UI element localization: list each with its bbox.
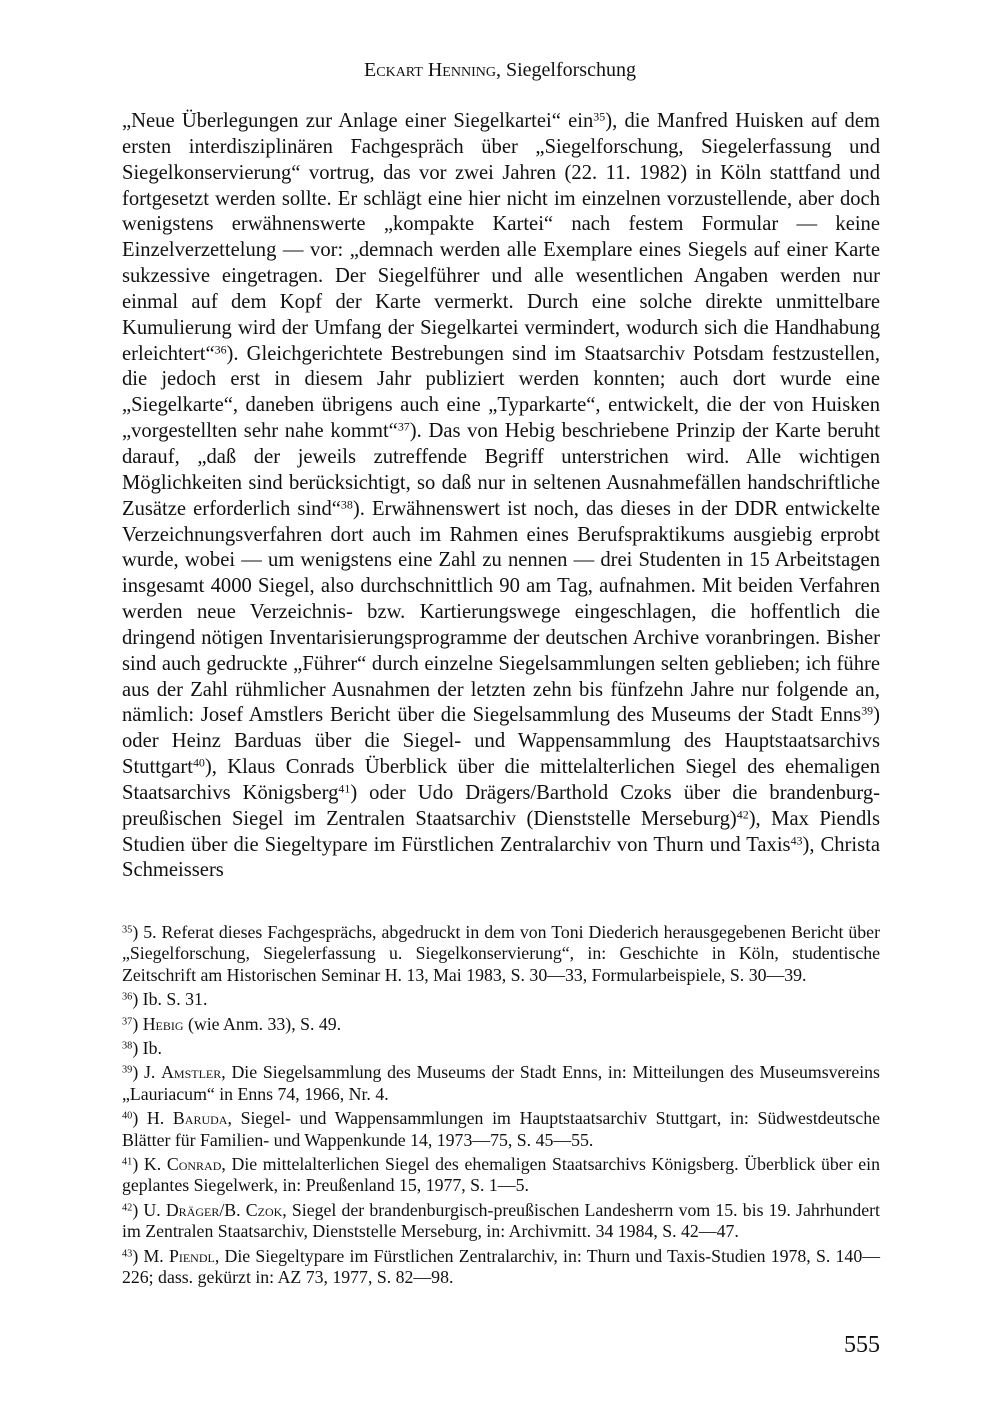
footnotes (122, 922, 880, 1292)
body-text (122, 109, 880, 884)
footnote-36: $^{36}$) Ib. S. 31. (122, 989, 208, 1010)
footnote-35: $^{35}$) 5. Referat dieses Fachgesprächs, abgedruckt in dem von Toni Diederich herausgegebenen Bericht über „Siegelforschung, Siegelerfassung u. Siegelkonservierung“, in: Geschichte in Köln, studentische Zeitschrift am Historischen Seminar H. 13, Mai 1983, S. 30—33, Formularbeispiele, S. 30—39. (122, 922, 880, 985)
running-head-author: Eckart Henning (364, 59, 496, 81)
footnote-38: $^{38}$) Ib. (122, 1038, 162, 1059)
footnote-43: $^{43}$) M. Piendl, Die Siegeltypare im Fürstlichen Zentralarchiv, in: Thurn und Taxis-Studien 1978, S. 140—226; dass. gekürzt in: AZ 73, 1977, S. 82—98. (122, 1245, 880, 1288)
body-paragraph: „Neue Überlegungen zur Anlage einer Siegelkartei“ ein$^{35}$), die Manfred Huisken auf dem ersten interdisziplinären Fachgespräch über „Siegelforschung, Siegelerfassung und Siegelkonservierung“ vortrug, das vor zwei Jahren (22. 11. 1982) in Köln stattfand und fortgesetzt werden sollte. Er schlägt eine hier nicht im einzelnen vorzustellende, aber doch wenigstens erwähnenswerte „kompakte Kartei“ nach festem Formular — keine Einzelverzettelung — vor: „demnach werden alle Exemplare eines Siegels auf einer Karte sukzessive eingetragen. Der Siegelführer und alle wesentlichen Angaben werden nur einmal auf dem Kopf der Karte vermerkt. Durch eine solche direkte unmittelbare Kumulierung wird der Umfang der Siegelkartei vermindert, wodurch sich die Handhabung erleichtert“$^{36}$). Gleichgerichtete Bestrebungen sind im Staatsarchiv Potsdam festzustellen, die jedoch erst in diesem Jahr publiziert werden konnten; auch dort wurde eine „Siegelkarte“, daneben übrigens auch eine „Typarkarte“, entwickelt, die der von Huisken „vorgestellten sehr nahe kommt“$^{37}$). Das von Hebig beschriebene Prinzip der Karte beruht darauf, „daß der jeweils zutreffende Begriff unterstrichen wird. Alle wichtigen Möglichkeiten sind berücksichtigt, so daß nur in seltenen Ausnahmefällen handschriftliche Zusätze erforderlich sind“$^{38}$). Erwähnenswert ist noch, das dieses in der DDR entwickelte Verzeichnungsverfahren dort auch im Rahmen eines Berufspraktikums ausgiebig erprobt wurde, wobei — um wenigstens eine Zahl zu nennen — drei Studenten in 15 Arbeitstagen insgesamt 4000 Siegel, also durchschnittlich 90 am Tag, aufnahmen. Mit beiden Verfahren werden neue Verzeichnis- bzw. Kartierungswege eingeschlagen, die hoffentlich die dringend nötigen Inventarisierungsprogramme der deutschen Archive voranbringen. Bisher sind auch gedruckte „Führer“ durch einzelne Siegelsammlungen selten geblieben; ich führe aus der Zahl rühmlicher Ausnahmen der letzten zehn bis fünfzehn Jahre nur folgende an, nämlich: Josef Amstlers Bericht über die Siegelsammlung des Museums der Stadt Enns$^{39}$) oder Heinz Barduas über die Siegel- und Wappensammlung des Hauptstaatsarchivs Stuttgart$^{40}$), Klaus Conrads Überblick über die mittelalterlichen Siegel des ehemaligen Staatsarchivs Königsberg$^{41}$) oder Udo Drägers/Barthold Czoks über die brandenburg-preußischen Siegel im Zentralen Staatsarchiv (Dienststelle Merseburg)$^{42}$), Max Piendls Studien über die Siegeltypare im Fürstlichen Zentralarchiv von Thurn und Taxis$^{43}$), Christa Schmeissers (122, 109, 881, 882)
footnote-42: $^{42}$) U. Dräger/B. Czok, Siegel der brandenburgisch-preußischen Landesherrn vom 15. bis 19. Jahrhundert im Zentralen Staatsarchiv, Dienststelle Merseburg, in: Archivmitt. 34 1984, S. 42—47. (122, 1199, 880, 1242)
footnote-40: $^{40}$) H. Baruda, Siegel- und Wappensammlungen im Hauptstaatsarchiv Stuttgart, in: Südwestdeutsche Blätter für Familien- und Wappenkunde 14, 1973—75, S. 45—55. (122, 1108, 880, 1150)
page-number: 555 (844, 1332, 880, 1358)
footnote-41: $^{41}$) K. Conrad, Die mittelalterlichen Siegel des ehemaligen Staatsarchivs Königsberg. Überblick über ein geplantes Siegelwerk, in: Preußenland 15, 1977, S. 1—5. (122, 1154, 880, 1196)
running-head-title: , Siegelforschung (495, 59, 636, 81)
footnote-37: $^{37}$) Hebig (wie Anm. 33), S. 49. (122, 1013, 342, 1034)
footnote-39: $^{39}$) J. Amstler, Die Siegelsammlung des Museums der Stadt Enns, in: Mitteilungen des Museumsvereins „Lauriacum“ in Enns 74, 1966, Nr. 4. (122, 1062, 880, 1104)
running-head (0, 58, 1000, 82)
